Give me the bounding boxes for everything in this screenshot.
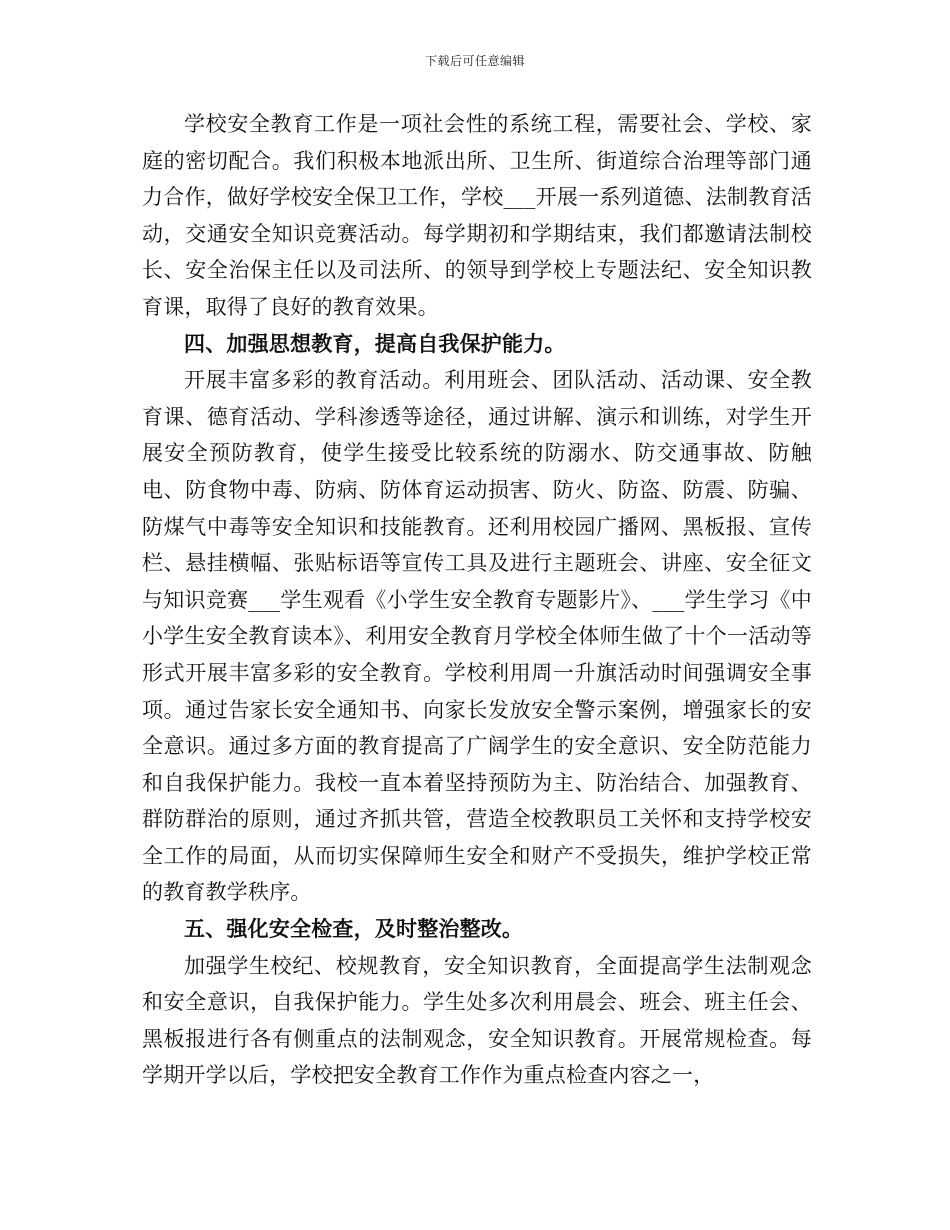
body-paragraph: 加强学生校纪、校规教育，安全知识教育，全面提高学生法制观念和安全意识，自我保护能力。学生处多次利用晨会、班会、班主任会、黑板报进行各有侧重点的法制观念，安全知识教育。开展常规检查。每学期开学以后，学校把安全教育工作作为重点检查内容之一，: [142, 953, 812, 1088]
body-paragraph: 开展丰富多彩的教育活动。利用班会、团队活动、活动课、安全教育课、德育活动、学科渗透等途径，通过讲解、演示和训练，对学生开展安全预防教育，使学生接受比较系统的防溺水、防交通事故、防触电、防食物中毒、防病、防体育运动损害、防火、防盗、防震、防骗、防煤气中毒等安全知识和技能教育。还利用校园广播网、黑板报、宣传栏、悬挂横幅、张贴标语等宣传工具及进行主题班会、讲座、安全征文与知识竞赛___学生观看《小学生安全教育专题影片》、___学生学习《中小学生安全教育读本》、利用安全教育月学校全体师生做了十个一活动等形式开展丰富多彩的安全教育。学校利用周一升旗活动时间强调安全事项。通过告家长安全通知书、向家长发放安全警示案例，增强家长的安全意识。通过多方面的教育提高了广阔学生的安全意识、安全防范能力和自我保护能力。我校一直本着坚持预防为主、防治结合、加强教育、群防群治的原则，通过齐抓共管，营造全校教职员工关怀和支持学校安全工作的局面，从而切实保障师生安全和财产不受损失，维护学校正常的教育教学秩序。: [142, 368, 812, 905]
page-header: 下载后可任意编辑: [424, 54, 525, 68]
section-heading: 五、强化安全检查，及时整治整改。: [184, 916, 524, 942]
section-heading: 四、加强思想教育，提高自我保护能力。: [184, 330, 566, 356]
body-paragraph: 学校安全教育工作是一项社会性的系统工程，需要社会、学校、家庭的密切配合。我们积极本地派出所、卫生所、街道综合治理等部门通力合作，做好学校安全保卫工作，学校___开展一系列道德、法制教育活动，交通安全知识竞赛活动。每学期初和学期结束，我们都邀请法制校长、安全治保主任以及司法所、的领导到学校上专题法纪、安全知识教育课，取得了良好的教育效果。: [142, 112, 812, 319]
document-body: [142, 106, 812, 1094]
